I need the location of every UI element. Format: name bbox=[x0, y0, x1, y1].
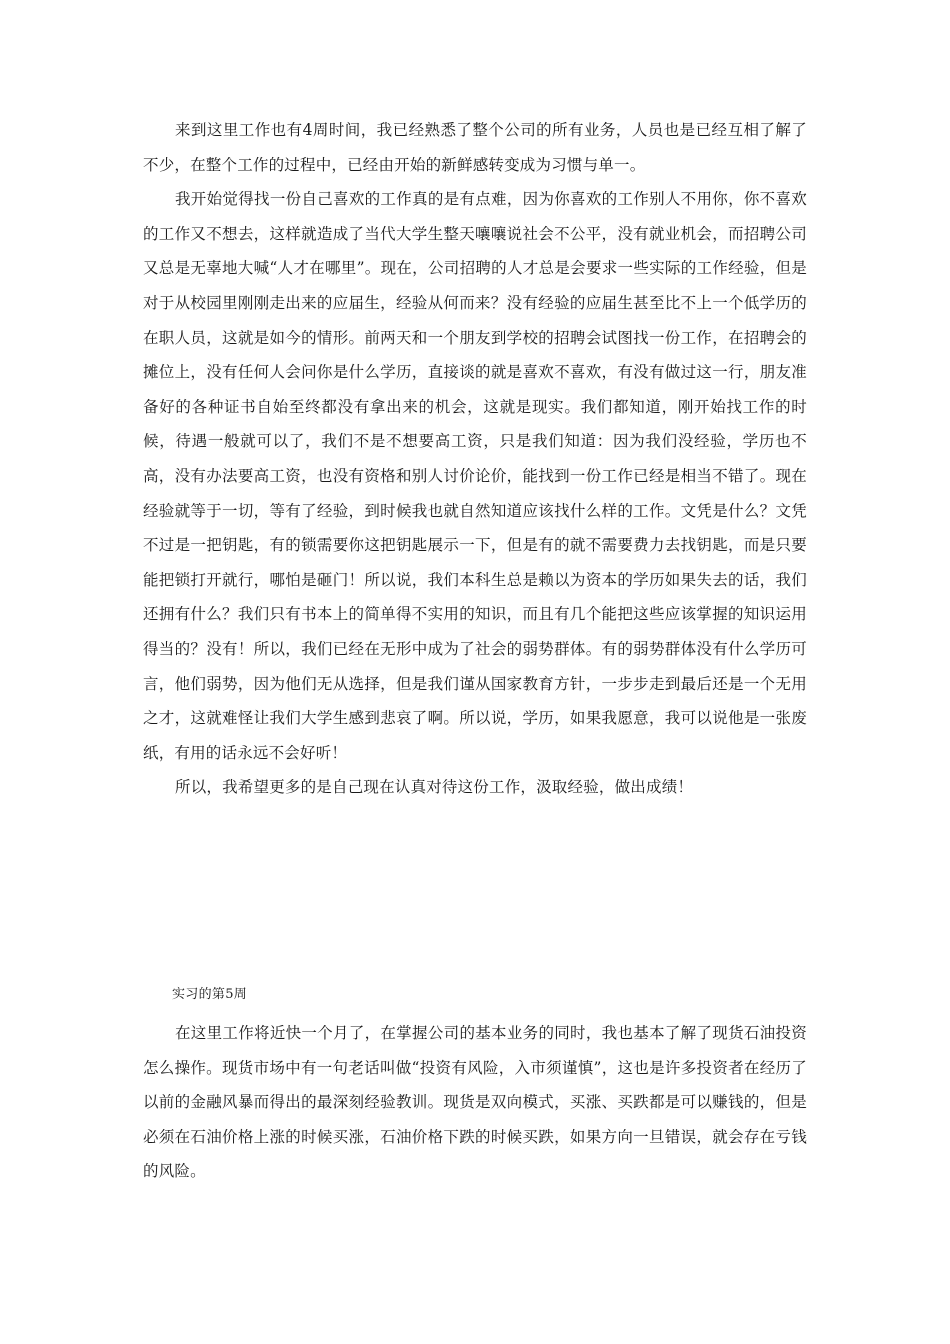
paragraph-hope-statement: 所以，我希望更多的是自己现在认真对待这份工作，汲取经验，做出成绩！ bbox=[175, 778, 694, 797]
week-5-section bbox=[143, 1016, 807, 1189]
paragraph-spot-oil-investment: 在这里工作将近快一个月了，在掌握公司的基本业务的同时，我也基本了解了现货石油投资怎么操作。现货市场中有一句老话叫做“投资有风险，入市须谨慎”，这也是许多投资者在经历了以前的金融风暴而得出的最深刻经验教训。现货是双向模式，买涨、买跌都是可以赚钱的，但是必须在石油价格上涨的时候买涨，石油价格下跌的时候买跌，如果方向一旦错误，就会存在亏钱的风险。 bbox=[143, 1024, 807, 1181]
paragraph-familiar-with-business: 来到这里工作也有4周时间，我已经熟悉了整个公司的所有业务，人员也是已经互相了解了不少，在整个工作的过程中，已经由开始的新鲜感转变成为习惯与单一。 bbox=[143, 121, 807, 174]
section-heading-week-5: 实习的第5周 bbox=[172, 987, 248, 1002]
week-4-section bbox=[143, 113, 807, 805]
paragraph-job-hunting-reflection: 我开始觉得找一份自己喜欢的工作真的是有点难，因为你喜欢的工作别人不用你，你不喜欢的工作又不想去，这样就造成了当代大学生整天嚷嚷说社会不公平，没有就业机会，而招聘公司又总是无辜地大喊“人才在哪里”。现在，公司招聘的人才总是会要求一些实际的工作经验，但是对于从校园里刚刚走出来的应届生，经验从何而来？没有经验的应届生甚至比不上一个低学历的在职人员，这就是如今的情形。前两天和一个朋友到学校的招聘会试图找一份工作，在招聘会的摊位上，没有任何人会问你是什么学历，直接谈的就是喜欢不喜欢，有没有做过这一行，朋友准备好的各种证书自始至终都没有拿出来的机会，这就是现实。我们都知道，刚开始找工作的时候，待遇一般就可以了，我们不是不想要高工资，只是我们知道：因为我们没经验，学历也不高，没有办法要高工资，也没有资格和别人讨价论价，能找到一份工作已经是相当不错了。现在经验就等于一切，等有了经验，到时候我也就自然知道应该找什么样的工作。文凭是什么？文凭不过是一把钥匙，有的锁需要你这把钥匙展示一下，但是有的就不需要费力去找钥匙，而是只要能把锁打开就行，哪怕是砸门！所以说，我们本科生总是赖以为资本的学历如果失去的话，我们还拥有什么？我们只有书本上的简单得不实用的知识，而且有几个能把这些应该掌握的知识运用得当的？没有！所以，我们已经在无形中成为了社会的弱势群体。有的弱势群体没有什么学历可言，他们弱势，因为他们无从选择，但是我们谨从国家教育方针，一步步走到最后还是一个无用之才，这就难怪让我们大学生感到悲哀了啊。所以说，学历，如果我愿意，我可以说他是一张废纸，有用的话永远不会好听！ bbox=[143, 190, 807, 762]
